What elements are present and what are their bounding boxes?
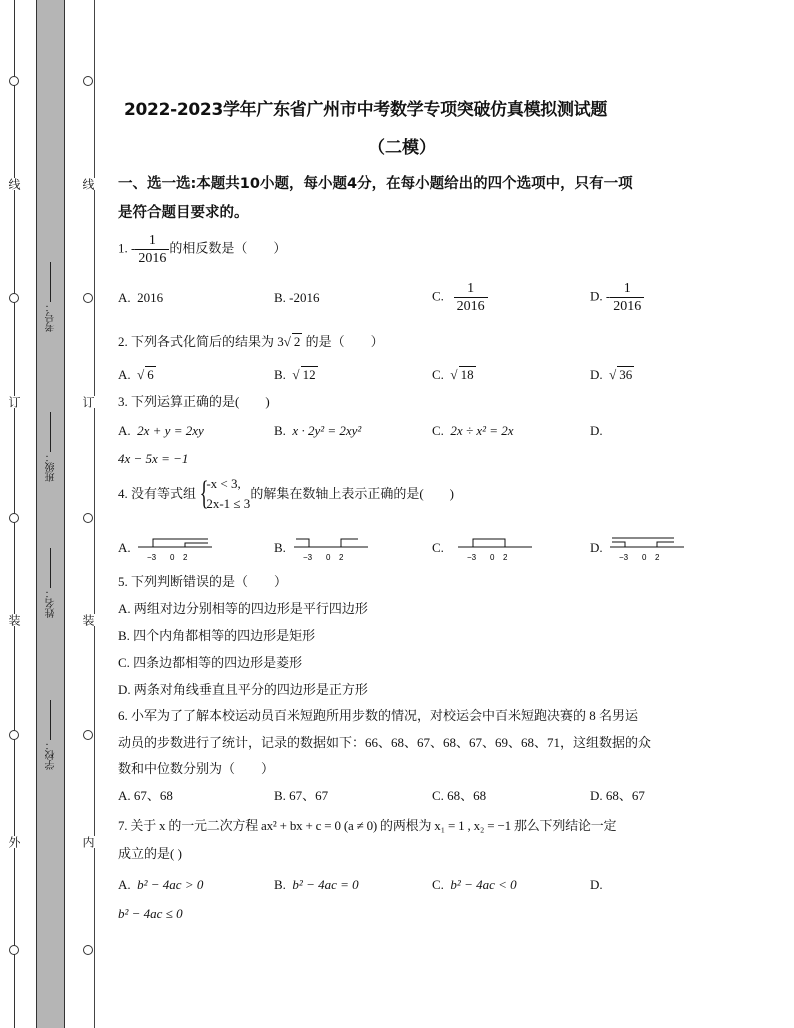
margin-label-zhuang-inner: 装 (81, 614, 95, 626)
question-6: 6. 小军为了了解本校运动员百米短跑所用步数的情况，对校运会中百米短跑决赛的 8 名男运 (118, 708, 639, 723)
field-label: 班级： (46, 452, 57, 482)
tick-label: 2 (183, 553, 188, 562)
q7-option-c[interactable] (432, 877, 517, 893)
school-field (44, 700, 58, 770)
question-6-cont2: 数和中位数分别为（ ） (118, 761, 275, 776)
option-label: C. (432, 367, 444, 382)
inner-cut-line (94, 0, 95, 1028)
radicand: 18 (460, 367, 474, 382)
tick-label: −3 (467, 553, 477, 562)
frac-num: 1 (148, 233, 156, 248)
number-line-b (292, 533, 372, 563)
q7-option-d-text[interactable] (118, 906, 183, 922)
field-underline (50, 548, 51, 588)
section-heading-cont: 是符合题目要求的。 (118, 205, 249, 221)
punch-hole (83, 513, 93, 523)
q3-option-d[interactable] (590, 423, 603, 439)
field-label: 学校： (46, 740, 57, 770)
name-field (44, 548, 58, 618)
radicand: 6 (147, 367, 154, 382)
paper-title: 2022-2023学年广东省广州市中考数学专项突破仿真模拟测试题 (124, 100, 608, 120)
q2-option-d[interactable]: D. √ 36 (590, 367, 633, 382)
q7-option-b[interactable] (274, 877, 359, 893)
inequality-system (206, 474, 250, 514)
question-1 (118, 232, 286, 267)
option-label: A. (118, 290, 131, 305)
q4-option-b-label[interactable]: B. (274, 540, 286, 555)
radicand: 2 (293, 334, 301, 349)
band-edge-right (64, 0, 65, 1028)
q1-option-d[interactable] (590, 280, 644, 315)
q2-option-c[interactable]: C. √ 18 (432, 367, 474, 382)
paper-subtitle: （二模） (368, 138, 436, 158)
q4-option-a-label[interactable]: A. (118, 540, 131, 555)
q1-option-c[interactable] (432, 280, 488, 315)
tick-label: 2 (655, 553, 660, 562)
punch-hole (83, 945, 93, 955)
radicand: 12 (302, 367, 316, 382)
q2-text-after: 的是（ ） (302, 334, 384, 349)
q2-option-b[interactable]: B. √ 12 (274, 367, 316, 382)
q3-option-c[interactable] (432, 423, 514, 439)
punch-hole (9, 76, 19, 86)
q2-text: 2. 下列各式化简后的结果为 3 (118, 334, 284, 349)
option-text: b² − 4ac ≤ 0 (118, 906, 183, 921)
q4-suffix: 的解集在数轴上表示正确的是( ) (250, 486, 454, 501)
option-label: B. (274, 367, 286, 382)
option-fraction (454, 280, 488, 315)
option-label: B. (274, 423, 286, 438)
q5-option-a[interactable]: A. 两组对边分别相等的四边形是平行四边形 (118, 601, 368, 616)
q7-option-a[interactable] (118, 877, 203, 893)
tick-label: −3 (147, 553, 157, 562)
punch-hole (9, 730, 19, 740)
option-text: 2016 (137, 290, 164, 305)
margin-label-wai: 外 (7, 836, 21, 848)
number-line-d (608, 533, 688, 563)
frac-den: 2016 (135, 249, 169, 267)
tick-label: −3 (619, 553, 629, 562)
number-line-a (136, 533, 216, 563)
option-label: A. (118, 367, 131, 382)
option-text: 4x − 5x = −1 (118, 451, 189, 466)
band-edge-left (36, 0, 37, 1028)
q5-option-c[interactable]: C. 四条边都相等的四边形是菱形 (118, 655, 303, 670)
tick-label: 0 (642, 553, 647, 562)
q6-option-b[interactable]: B. 67、67 (274, 788, 329, 803)
q4-option-b-numberline[interactable] (292, 533, 372, 563)
option-label: D. (590, 288, 603, 304)
tick-label: −3 (303, 553, 313, 562)
punch-hole (9, 513, 19, 523)
option-label: D. (590, 877, 603, 892)
option-label: A. (118, 877, 131, 892)
exam-number-field (44, 262, 58, 332)
question-4 (118, 474, 454, 514)
question-3: 3. 下列运算正确的是( ) (118, 394, 270, 409)
q5-option-d[interactable]: D. 两条对角线垂直且平分的四边形是正方形 (118, 682, 368, 697)
tick-label: 0 (490, 553, 495, 562)
punch-hole (83, 293, 93, 303)
option-text: b² − 4ac > 0 (137, 877, 204, 892)
q4-option-d-label[interactable]: D. (590, 540, 603, 555)
option-label: D. (590, 423, 603, 438)
question-5: 5. 下列判断错误的是（ ） (118, 574, 288, 589)
margin-label-ding: 订 (7, 396, 21, 408)
frac-num: 1 (623, 281, 631, 296)
section-heading: 一、选一选:本题共10小题，每小题4分，在每小题给出的四个选项中，只有一项 (118, 176, 633, 192)
q3-option-d-text[interactable] (118, 451, 188, 467)
frac-den: 2016 (610, 297, 644, 315)
punch-hole (83, 76, 93, 86)
field-label: 姓名： (46, 588, 57, 618)
q6-option-a[interactable]: A. 67、68 (118, 788, 173, 803)
option-prefix: - (605, 288, 611, 304)
field-underline (50, 412, 51, 452)
tick-label: 0 (170, 553, 175, 562)
inequality-2: 2x-1 ≤ 3 (206, 496, 251, 511)
q4-option-d-numberline[interactable] (608, 533, 688, 563)
option-text: x · 2y² = 2xy² (292, 423, 362, 438)
q4-option-a-numberline[interactable] (136, 533, 216, 563)
option-text: 2x ÷ x² = 2x (450, 423, 514, 438)
question-2: 2. 下列各式化简后的结果为 3√ 2 的是（ ） (118, 334, 384, 349)
option-label: C. (432, 877, 444, 892)
field-underline (50, 262, 51, 302)
tick-label: 2 (339, 553, 344, 562)
option-text: -2016 (289, 290, 320, 305)
radicand: 36 (619, 367, 633, 382)
q3-option-b[interactable] (274, 423, 361, 439)
field-underline (50, 700, 51, 740)
tick-label: 2 (503, 553, 508, 562)
option-label: D. (590, 367, 603, 382)
margin-label-zhuang: 装 (7, 614, 21, 626)
q7-option-d[interactable] (590, 877, 603, 893)
option-text: b² − 4ac < 0 (450, 877, 517, 892)
punch-hole (9, 293, 19, 303)
inequality-1: -x < 3, (206, 476, 241, 491)
punch-hole (83, 730, 93, 740)
q2-option-a[interactable]: A. √ 6 (118, 367, 154, 382)
option-text: 2x + y = 2xy (137, 423, 204, 438)
question-7-cont: 成立的是( ) (118, 846, 182, 861)
q6-option-c[interactable]: C. 68、68 (432, 788, 487, 803)
margin-label-ding-inner: 订 (81, 396, 95, 408)
option-label: C. (432, 423, 444, 438)
tick-label: 0 (326, 553, 331, 562)
q1-option-b[interactable] (274, 290, 320, 306)
number-line-c (456, 533, 536, 563)
option-fraction (610, 280, 644, 315)
option-label: C. (432, 288, 444, 304)
frac-num: 1 (467, 281, 475, 296)
q1-prefix: 1. - (118, 240, 136, 256)
option-label: B. (274, 877, 286, 892)
option-label: A. (118, 423, 131, 438)
frac-den: 2016 (454, 297, 488, 315)
binding-band (36, 0, 64, 1028)
q1-suffix: 的相反数是（ ） (169, 240, 287, 256)
field-label: 考号： (46, 302, 57, 332)
q4-option-c-label[interactable]: C. (432, 540, 444, 555)
margin-label-xian: 线 (7, 178, 21, 190)
q1-fraction (135, 232, 169, 267)
q5-option-b[interactable]: B. 四个内角都相等的四边形是矩形 (118, 628, 316, 643)
option-text: b² − 4ac = 0 (292, 877, 359, 892)
q1-option-a[interactable] (118, 290, 163, 306)
q4-prefix: 4. 没有等式组 (118, 486, 197, 501)
punch-hole (9, 945, 19, 955)
brace-icon: { (199, 475, 209, 512)
q3-option-a[interactable] (118, 423, 204, 439)
margin-label-xian-inner: 线 (81, 178, 95, 190)
margin-label-nei: 内 (81, 836, 95, 848)
option-label: B. (274, 290, 286, 305)
q6-option-d[interactable]: D. 68、67 (590, 788, 645, 803)
question-7: 7. 关于 x 的一元二次方程 ax² + bx + c = 0 (a ≠ 0) 的两根为 x₁ = 1 , x₂ = −1 那么下列结论一定 (118, 818, 617, 833)
question-6-cont: 动员的步数进行了统计，记录的数据如下：66、68、67、68、67、69、68、71，这组数据的众 (118, 735, 652, 750)
q4-option-c-numberline[interactable] (456, 533, 536, 563)
class-field (44, 412, 58, 482)
